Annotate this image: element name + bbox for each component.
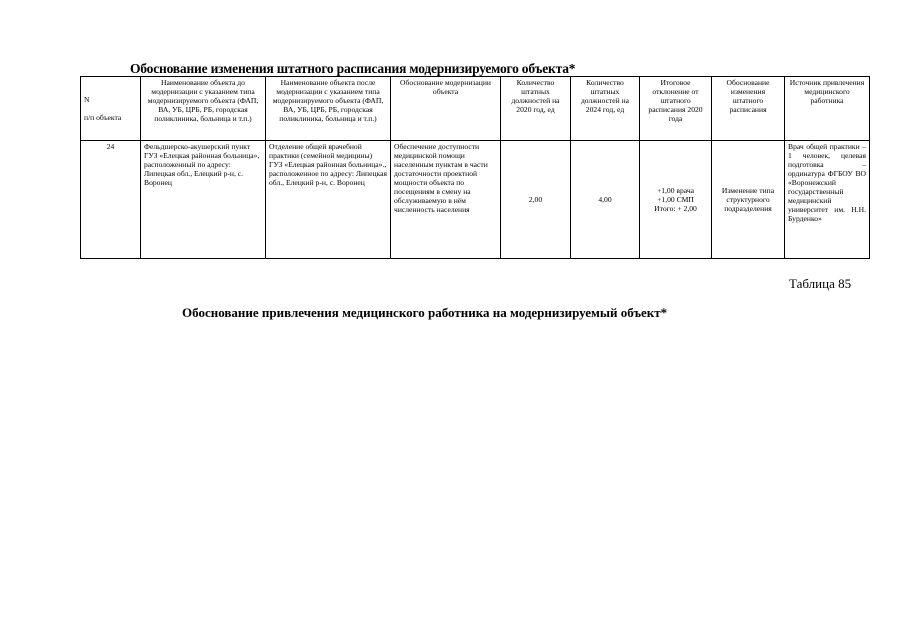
cell-before: Фельдшерско-акушерский пункт ГУЗ «Елецкая районная больница», расположенный по адресу: Липецкая обл., Елецкий р-н, с. Воронец (141, 141, 266, 259)
staffing-table (80, 76, 870, 259)
table-header-row (81, 77, 870, 141)
header-after: Наименование объекта после модернизации с указанием типа модернизируемого объекта (ФАП, ВА, УБ, ЦРБ, РБ, городская поликлиника, больница и т.п.) (266, 77, 391, 141)
header-source: Источник привлечения медицинского работника (785, 77, 870, 141)
header-staff-2024: Количество штатных должностей на 2024 год, ед (571, 77, 640, 141)
header-staff-2020: Количество штатных должностей на 2020 год, ед (501, 77, 571, 141)
cell-change-reason: Изменение типа структурного подразделения (712, 141, 785, 259)
header-rationale: Обоснование модернизации объекта (391, 77, 501, 141)
cell-deviation: +1,00 врача +1,00 СМП Итого: + 2,00 (640, 141, 712, 259)
header-change-reason: Обоснование изменения штатного расписания (712, 77, 785, 141)
header-number: N п/п объекта (81, 77, 141, 141)
table-number: Таблица 85 (789, 276, 852, 291)
cell-staff-2020: 2,00 (501, 141, 571, 259)
cell-source: Врач общей практики – 1 человек, целевая подготовка – ординатура ФГБОУ ВО «Воронежский государственный медицинский университет им. Н.Н. Бурденко» (785, 141, 870, 259)
cell-number: 24 (81, 141, 141, 259)
header-before: Наименование объекта до модернизации с указанием типа модернизируемого объекта (ФАП, ВА, УБ, ЦРБ, РБ, городская поликлиника, больница и т.п.) (141, 77, 266, 141)
table-row (81, 141, 870, 259)
header-deviation: Итоговое отклонение от штатного расписания 2020 года (640, 77, 712, 141)
cell-after: Отделение общей врачебной практики (семейной медицины) ГУЗ «Елецкая районная больница»., расположенное по адресу: Липецкая обл., Елецкий р-н, с. Воронец (266, 141, 391, 259)
cell-staff-2024: 4,00 (571, 141, 640, 259)
document-title: Обоснование изменения штатного расписания модернизируемого объекта* (130, 61, 576, 76)
cell-rationale: Обеспечение доступности медицинской помощи населенным пунктам в части достаточности проектной мощности объекта по посещениям в смену на обслуживаемую в нём численность населения (391, 141, 501, 259)
section-subtitle: Обоснование привлечения медицинского работника на модернизируемый объект* (182, 305, 668, 320)
